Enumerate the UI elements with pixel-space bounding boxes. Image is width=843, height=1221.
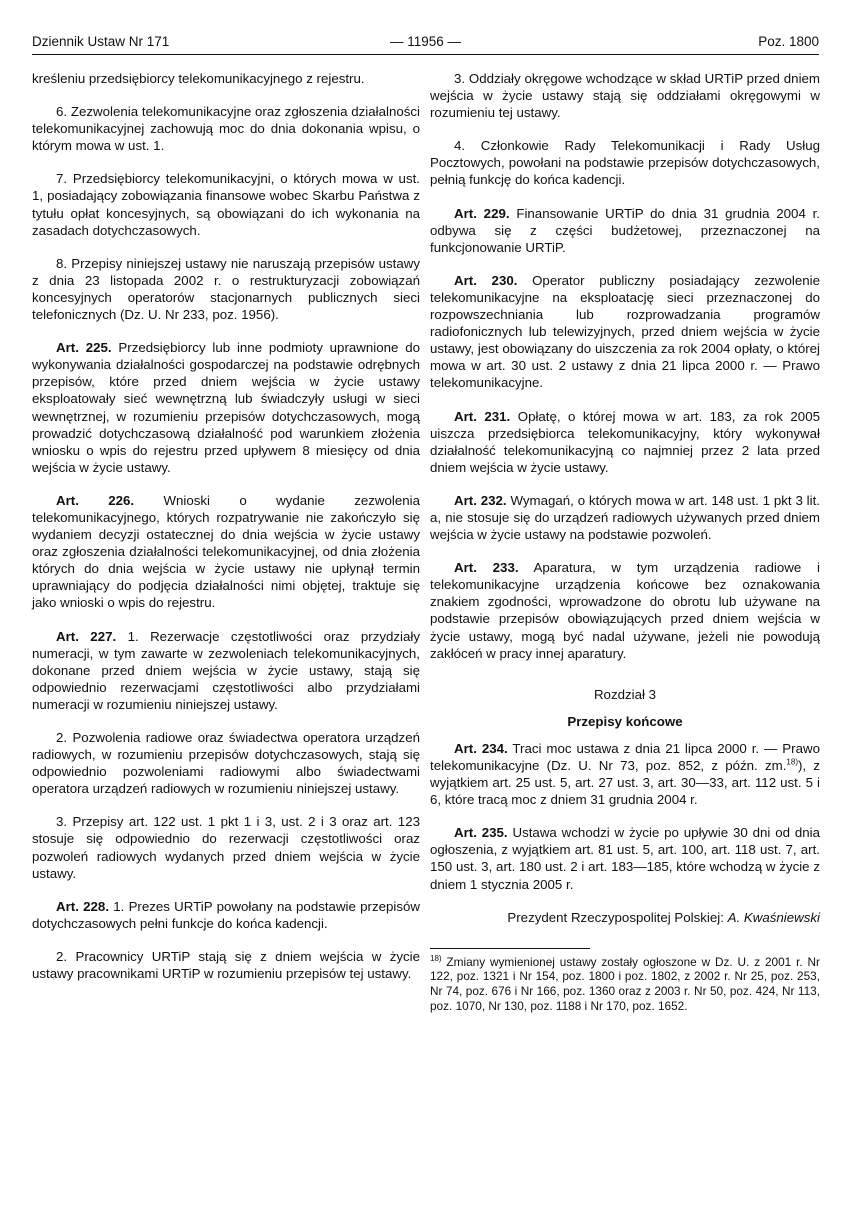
footnote <box>430 955 820 1013</box>
article-text: Aparatura, w tym urządzenia radiowe i telekomunikacyjne urządzenia końcowe bez oznakowania znakiem zgodności, wprowadzone do obrotu lub używane na podstawie przepisów obowiązujących przed dniem wejścia w życie ustawy, mogą być nadal używane, jeżeli nie powodują zakłóceń w pracy innej aparatury. <box>430 560 820 661</box>
paragraph: 6. Zezwolenia telekomunikacyjne oraz zgłoszenia działalności telekomunikacyjnej zachowują moc do dnia dokonania wpisu, o którym mowa w ust. 1. <box>32 104 420 154</box>
page-number: — 11956 — <box>389 34 462 49</box>
signature-prefix: Prezydent Rzeczypospolitej Polskiej: <box>507 909 728 925</box>
signature-name: A. Kwaśniewski <box>727 909 820 925</box>
article-label: Art. 230. <box>454 272 518 288</box>
article-228 <box>32 898 420 932</box>
paragraph: 7. Przedsiębiorcy telekomunikacyjni, o których mowa w ust. 1, posiadający zobowiązania finansowe wobec Skarbu Państwa z tytułu opłat koncesyjnych, są obowiązani do ich wykonania na zasadach dotychczasowych. <box>32 171 420 238</box>
footnote-divider <box>430 948 590 949</box>
article-233 <box>430 559 820 662</box>
paragraph: 2. Pozwolenia radiowe oraz świadectwa operatora urządzeń radiowych, w rozumieniu przepisów dotychczasowych, stają się odpowiednio pozwoleniami radiowymi albo świadectwami operatora urządzeń radiowych w rozumieniu niniejszej ustawy. <box>32 730 420 797</box>
paragraph: 2. Pracownicy URTiP stają się z dniem wejścia w życie ustawy pracownikami URTiP w rozumieniu przepisów tej ustawy. <box>32 948 420 982</box>
article-text: Ustawa wchodzi w życie po upływie 30 dni od dnia ogłoszenia, z wyjątkiem art. 81 ust. 5, art. 100, art. 118 ust. 7, art. 150 ust. 3, art. 180 ust. 2 i art. 183—185, które wchodzą w życie z dniem 1 stycznia 2005 r. <box>430 825 820 892</box>
footnote-text: Zmiany wymienionej ustawy zostały ogłoszone w Dz. U. z 2001 r. Nr 122, poz. 1321 i Nr 154, poz. 1800 i poz. 1802, z 2002 r. Nr 25, poz. 253, Nr 74, poz. 676 i Nr 166, poz. 1360 oraz z 2003 r. Nr 50, poz. 424, Nr 113, poz. 1070, Nr 130, poz. 1188 i Nr 170, poz. 1652. <box>430 954 820 1013</box>
article-label: Art. 228. <box>56 898 110 914</box>
left-column <box>32 70 420 998</box>
footnote-mark: 18) <box>430 953 442 963</box>
article-text: 1. Prezes URTiP powołany na podstawie przepisów dotychczasowych pełni funkcje do końca kadencji. <box>32 898 420 931</box>
footnote-reference: 18) <box>786 757 798 767</box>
article-label: Art. 225. <box>56 340 112 356</box>
article-232 <box>430 492 820 543</box>
paragraph: 3. Oddziały okręgowe wchodzące w skład URTiP przed dniem wejścia w życie ustawy stają się oddziałami okręgowymi w rozumieniu tej ustawy. <box>430 71 820 121</box>
article-text: ), z wyjątkiem art. 25 ust. 5, art. 27 ust. 3, art. 30—33, art. 112 ust. 5 i 6, które tracą moc z dniem 31 grudnia 2004 r. <box>430 758 821 808</box>
paragraph: 3. Przepisy art. 122 ust. 1 pkt 1 i 3, ust. 2 i 3 oraz art. 123 stosuje się odpowiednio do rezerwacji częstotliwości oraz pozwoleń radiowych wydanych przed dniem wejścia w życie ustawy. <box>32 814 420 881</box>
article-label: Art. 234. <box>454 740 508 756</box>
article-235 <box>430 824 820 892</box>
article-text: Wnioski o wydanie zezwolenia telekomunikacyjnego, których rozpatrywanie nie zakończyło się wydaniem decyzji ostatecznej do dnia wejścia w życie ustawy oraz zgłoszenia działalności telekomunikacyjnej, od dnia złożenia których do dnia wejścia w życie ustawy nie upłynął termin uprawniający do podjęcia działalności nimi objętej, traktuje się jako wnioski o wpis do rejestru. <box>32 492 420 611</box>
signature <box>430 909 820 926</box>
article-text: Przedsiębiorcy lub inne podmioty uprawnione do wykonywania działalności gospodarczej na podstawie odrębnych przepisów, które przed dniem wejścia w życie ustawy eksploatowały sieć wewnętrzną lub świadczyły usługi w sieci wewnętrznej, w rozumieniu przepisów dotychczasowych, mogą prowadzić dotychczasową działalność pod warunkiem złożenia wniosku o wpis do rejestru przed upływem 8 miesięcy od dnia wejścia w życie ustawy. <box>32 340 420 475</box>
chapter-title: Przepisy końcowe <box>567 713 683 729</box>
article-229 <box>430 205 820 256</box>
article-text: 1. Rezerwacje częstotliwości oraz przydziały numeracji, w tym zawarte w zezwoleniach telekomunikacyjnych, dokonane przed dniem wejścia w życie ustawy, stają się odpowiednio rezerwacjami częstotliwości albo przydziałami numeracji w rozumieniu niniejszej ustawy. <box>32 628 420 712</box>
article-text: Traci moc ustawa z dnia 21 lipca 2000 r. — Prawo telekomunikacyjne (Dz. U. Nr 73, poz. 852, z późn. zm. <box>430 740 820 773</box>
chapter-heading: Rozdział 3 <box>593 686 657 702</box>
article-label: Art. 235. <box>454 825 508 841</box>
article-226 <box>32 492 420 612</box>
paragraph: kreśleniu przedsiębiorcy telekomunikacyjnego z rejestru. <box>32 71 365 86</box>
article-231 <box>430 408 820 476</box>
page-header <box>32 30 819 55</box>
article-label: Art. 226. <box>56 492 135 508</box>
article-label: Art. 229. <box>454 205 510 221</box>
article-227 <box>32 628 420 713</box>
article-230 <box>430 272 820 392</box>
article-label: Art. 233. <box>454 560 519 576</box>
article-text: Finansowanie URTiP do dnia 31 grudnia 2004 r. odbywa się z części budżetowej, przeznaczonej na funkcjonowanie URTiP. <box>430 205 820 255</box>
article-text: Operator publiczny posiadający zezwolenie telekomunikacyjne na eksploatację sieci przeznaczonej do rozpowszechniania lub rozprowadzania programów radiofonicznych lub telewizyjnych, przed dniem wejścia w życie ustawy, jest obowiązany do uiszczenia za rok 2004 opłaty, o której mowa w art. 30 ust. 2 ustawy z dnia 21 lipca 2000 r. — Prawo telekomunikacyjne. <box>430 272 820 391</box>
paragraph: 4. Członkowie Rady Telekomunikacji i Rady Usług Pocztowych, powołani na podstawie przepisów dotychczasowych, pełnią funkcję do końca kadencji. <box>430 138 820 188</box>
article-text: Wymagań, o których mowa w art. 148 ust. 1 pkt 3 lit. a, nie stosuje się do urządzeń radiowych używanych przed dniem wejścia w życie ustawy na podstawie pozwoleń. <box>430 492 820 543</box>
article-label: Art. 231. <box>454 408 511 424</box>
article-label: Art. 227. <box>56 628 117 644</box>
paragraph: 8. Przepisy niniejszej ustawy nie naruszają przepisów ustawy z dnia 23 listopada 2002 r. o restrukturyzacji zobowiązań koncesyjnych operatorów stacjonarnych publicznych sieci telefonicznych (Dz. U. Nr 233, poz. 1956). <box>32 255 420 323</box>
right-column <box>430 70 820 1029</box>
article-text: Opłatę, o której mowa w art. 183, za rok 2005 uiszcza przedsiębiorca telekomunikacyjny, który wykonywał działalność telekomunikacyjną co najmniej przez 2 lata przed dniem wejścia w życie ustawy. <box>430 408 820 475</box>
article-label: Art. 232. <box>454 492 507 508</box>
article-234 <box>430 740 820 808</box>
position-number: Poz. 1800 <box>758 34 819 49</box>
article-225 <box>32 339 420 476</box>
journal-title: Dziennik Ustaw Nr 171 <box>32 34 170 49</box>
